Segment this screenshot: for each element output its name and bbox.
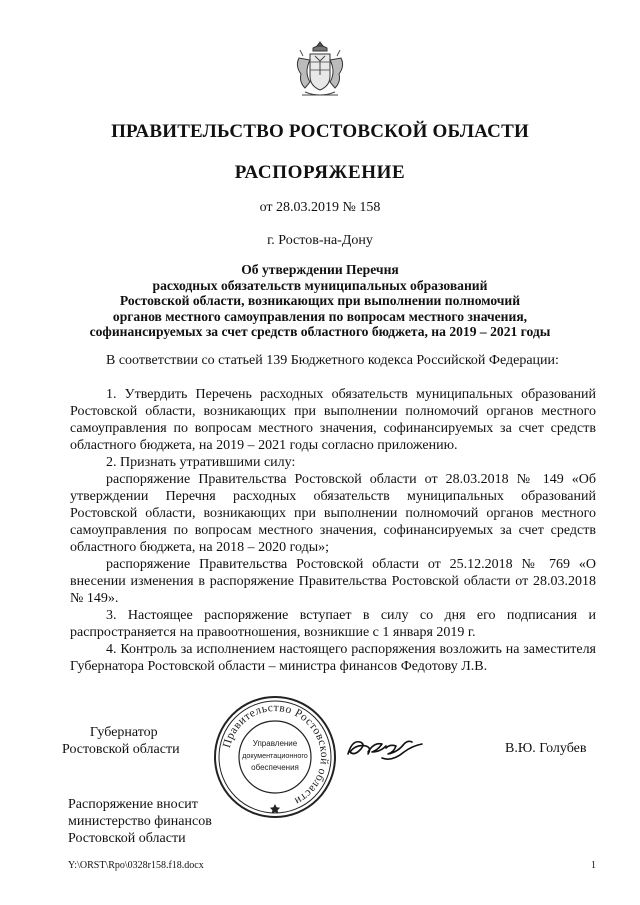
subject-line: органов местного самоуправления по вопросам местного значения,: [112, 308, 528, 324]
document-city: г. Ростов-на-Дону: [267, 233, 373, 248]
handwritten-signature-icon: [342, 728, 430, 768]
footer-page-number: 1: [591, 860, 596, 871]
document-date-number: от 28.03.2019 № 158: [259, 200, 381, 215]
clause-4-paragraph: 4. Контроль за исполнением настоящего распоряжения возложить на заместителя Губернатора Ростовской области – министра финансов Федотову Л.В.: [70, 642, 596, 674]
clause-2-paragraph: 2. Признать утратившими силу:: [106, 455, 296, 470]
stamp-center-line: Управление: [252, 739, 298, 748]
document-body: [70, 352, 596, 675]
coat-of-arms-icon: [293, 40, 347, 100]
subject-line: расходных обязательств муниципальных образований: [152, 277, 488, 293]
stamp-center-line: документационного: [242, 751, 308, 760]
signatory-position-line: Губернатор: [89, 725, 158, 740]
introduced-by-line: министерство финансов: [68, 814, 212, 829]
signatory-position: [62, 724, 180, 758]
repealed-order-2-paragraph: распоряжение Правительства Ростовской области от 25.12.2018 № 769 «О внесении изменения в распоряжение Правительства Ростовской области от 28.03.2018 № 149».: [70, 557, 596, 606]
stamp-center-line: обеспечения: [251, 763, 299, 772]
government-title: ПРАВИТЕЛЬСТВО РОСТОВСКОЙ ОБЛАСТИ: [111, 121, 529, 142]
repealed-order-1-paragraph: распоряжение Правительства Ростовской области от 28.03.2018 № 149 «Об утверждении Перечня расходных обязательств муниципальных образований Ростовской области, возникающих при выполнении полномочий органов местного самоуправления по вопросам местного значения, софинансируемых за счет средств областного бюджета, на 2018 – 2020 годы»;: [70, 472, 596, 555]
introduced-by: [68, 796, 212, 847]
footer-file-path: Y:\ORST\Rpo\0328r158.f18.docx: [68, 860, 204, 871]
subject-line: Ростовской области, возникающих при выполнении полномочий: [119, 293, 521, 308]
preamble-paragraph: В соответствии со статьей 139 Бюджетного кодекса Российской Федерации:: [106, 353, 559, 368]
subject-line: софинансируемых за счет средств областного бюджета, на 2019 – 2021 годы: [89, 324, 551, 339]
document-type: РАСПОРЯЖЕНИЕ: [234, 162, 406, 183]
signatory-name: В.Ю. Голубев: [505, 741, 587, 756]
clause-3-paragraph: 3. Настоящее распоряжение вступает в силу со дня его подписания и распространяется на правоотношения, возникшие с 1 января 2019 г.: [70, 608, 596, 640]
introduced-by-line: Распоряжение вносит: [68, 797, 198, 812]
subject-line: Об утверждении Перечня: [241, 262, 399, 277]
introduced-by-line: Ростовской области: [68, 831, 186, 846]
official-stamp-icon: [212, 694, 338, 820]
signatory-position-line: Ростовской области: [62, 742, 180, 757]
stamp-ring-text: Правительство Ростовской области: [220, 701, 331, 808]
document-subject: [40, 262, 600, 340]
clause-1-paragraph: 1. Утвердить Перечень расходных обязательств муниципальных образований Ростовской области, возникающих при выполнении полномочий органов местного самоуправления по вопросам местного значения, софинансируемых за счет средств областного бюджета, на 2019 – 2021 годы согласно приложению.: [70, 387, 596, 453]
